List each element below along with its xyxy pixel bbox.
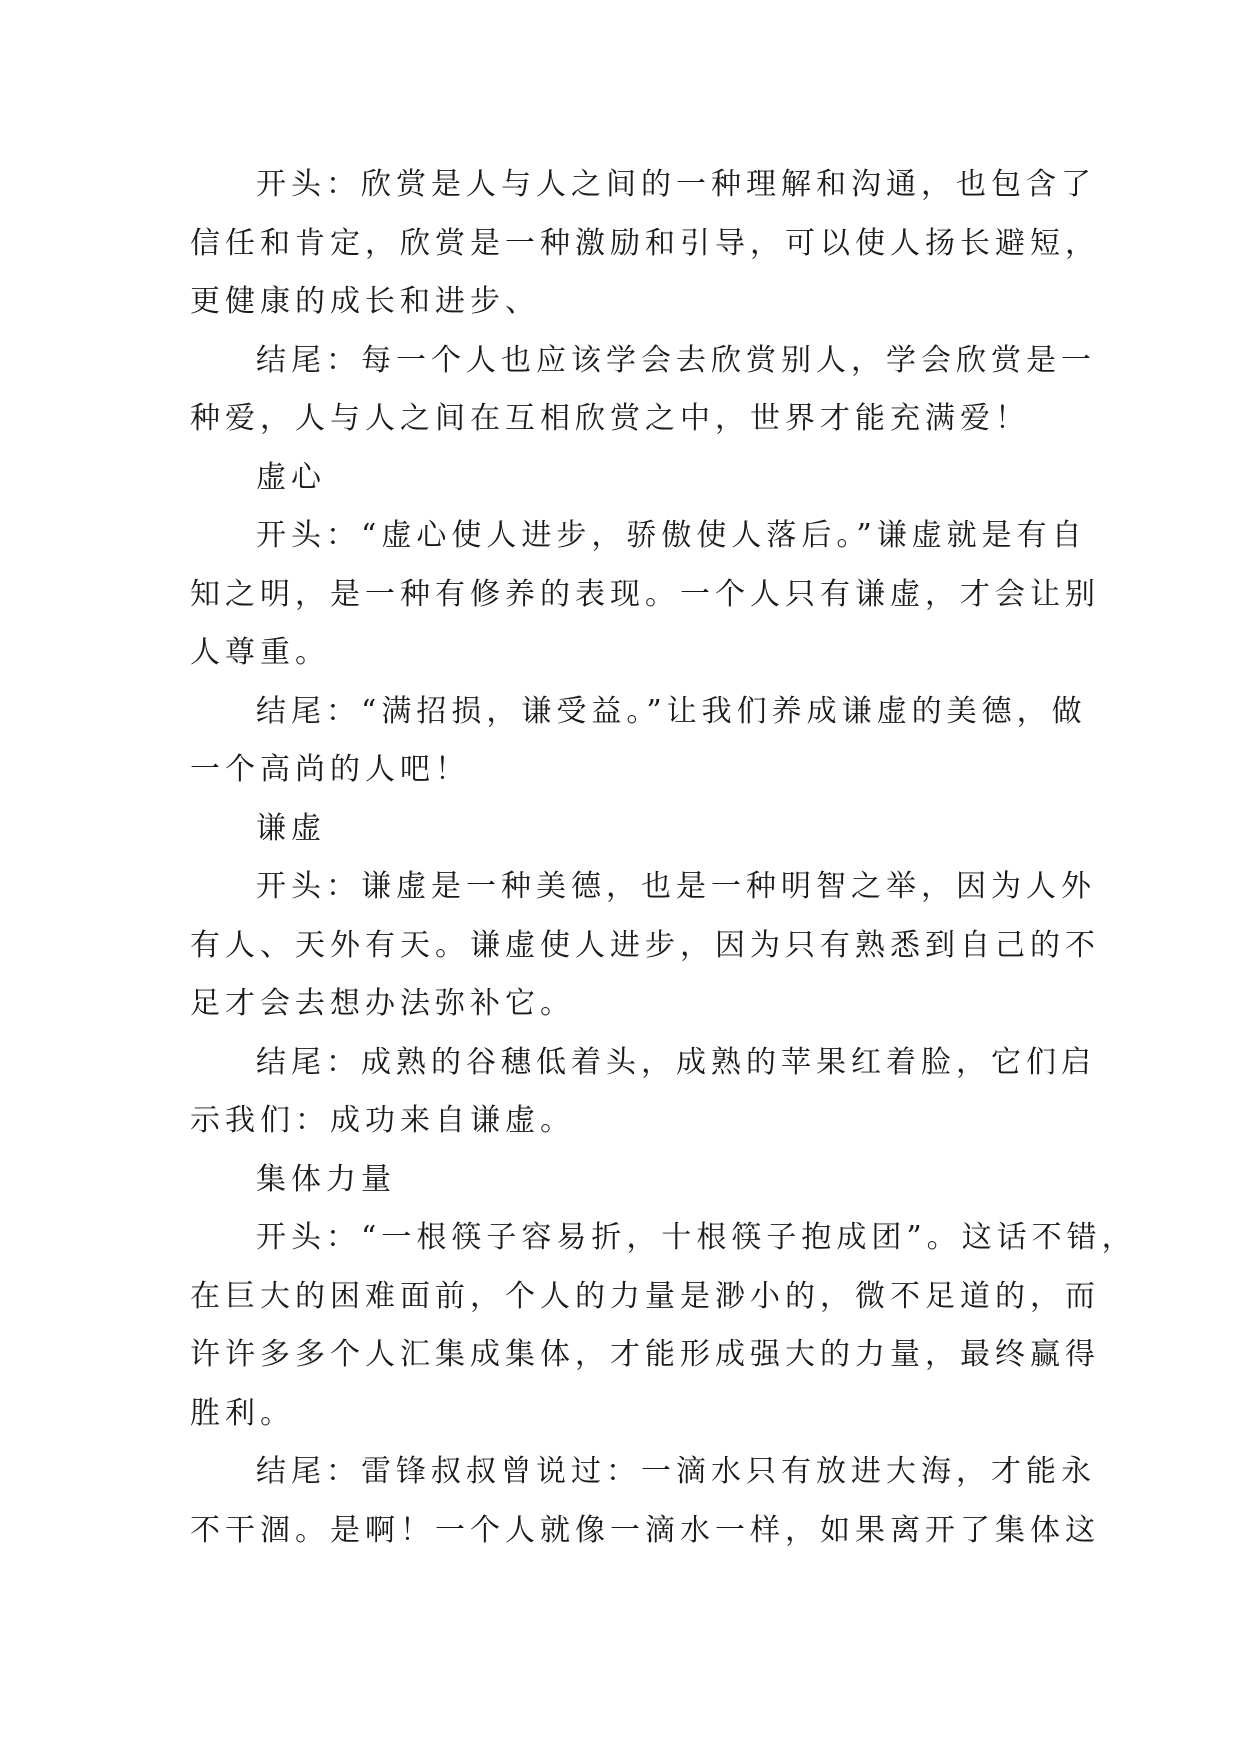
text-line: 结尾：雷锋叔叔曾说过：一滴水只有放进大海，才能永: [256, 1454, 1096, 1489]
text-line: 在巨大的困难面前，个人的力量是渺小的，微不足道的，而: [190, 1278, 1100, 1314]
text-line: 开头：欣赏是人与人之间的一种理解和沟通，也包含了: [256, 167, 1096, 202]
text-line: 种爱，人与人之间在互相欣赏之中，世界才能充满爱！: [190, 401, 1030, 436]
text-line: 开头：“一根筷子容易折，十根筷子抱成团”。这话不错，: [256, 1220, 1137, 1255]
text-line: 结尾：每一个人也应该学会去欣赏别人，学会欣赏是一: [256, 342, 1096, 378]
text-line: 结尾：成熟的谷穗低着头，成熟的苹果红着脸，它们启: [256, 1044, 1096, 1080]
text-line: 胜利。: [190, 1395, 295, 1431]
section-heading: 虚心: [256, 459, 326, 495]
section-heading: 谦虚: [256, 810, 326, 846]
text-line: 结尾：“满招损，谦受益。”让我们养成谦虚的美德，做: [256, 693, 1087, 729]
text-line: 知之明，是一种有修养的表现。一个人只有谦虚，才会让别: [190, 576, 1100, 612]
text-line: 开头：谦虚是一种美德，也是一种明智之举，因为人外: [256, 869, 1096, 904]
text-line: 信任和肯定，欣赏是一种激励和引导，可以使人扬长避短，: [190, 225, 1100, 261]
text-line: 人尊重。: [190, 635, 330, 670]
text-line: 足才会去想办法弥补它。: [190, 986, 575, 1021]
section-heading: 集体力量: [256, 1161, 396, 1197]
text-line: 开头：“虚心使人进步，骄傲使人落后。”谦虚就是有自: [256, 518, 1087, 553]
text-line: 有人、天外有天。谦虚使人进步，因为只有熟悉到自己的不: [190, 927, 1100, 963]
text-line: 许许多多个人汇集成集体，才能形成强大的力量，最终赢得: [190, 1337, 1100, 1372]
text-line: 示我们：成功来自谦虚。: [190, 1103, 575, 1138]
document-body: [190, 156, 1137, 1560]
text-line: 不干涸。是啊！一个人就像一滴水一样，如果离开了集体这: [190, 1512, 1100, 1548]
text-line: 更健康的成长和进步、: [190, 284, 540, 319]
text-line: 一个高尚的人吧！: [190, 752, 470, 787]
